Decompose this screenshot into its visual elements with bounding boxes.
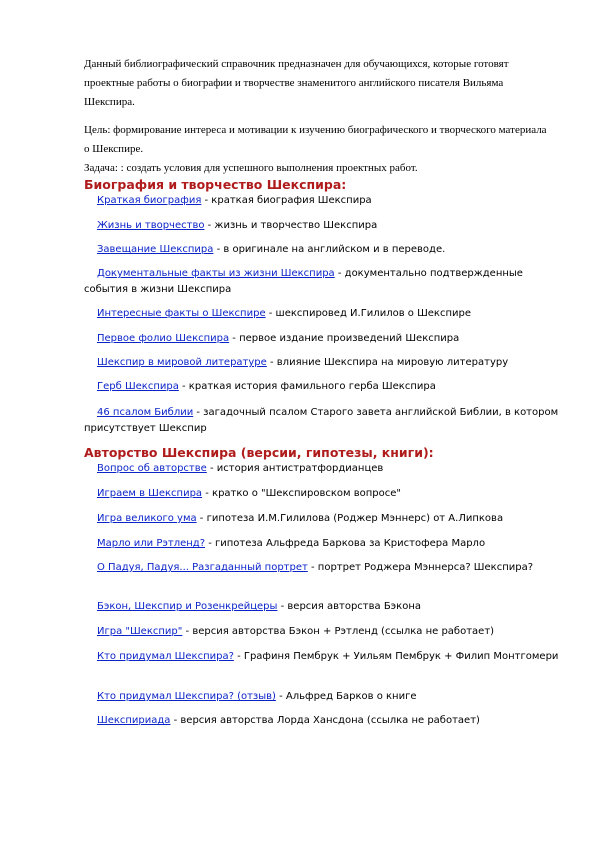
list-item xyxy=(84,486,564,502)
link-description: - кратко о "Шекспировском вопросе" xyxy=(202,488,402,499)
list-item xyxy=(84,331,564,347)
list-item xyxy=(84,266,564,298)
intro-paragraph: Данный библиографический справочник предназначен для обучающихся, которые готовят проектные работы о биографии и творчестве знаменитого английского писателя Вильяма Шекспира. xyxy=(84,58,509,108)
link-coat-of-arms[interactable]: Герб Шекспира xyxy=(97,381,179,392)
list-item xyxy=(84,536,564,552)
link-description: - история антистратфордианцев xyxy=(206,463,384,474)
link-description: - краткая биография Шекспира xyxy=(201,195,372,206)
link-description: - документально подтвержденные события в жизни Шекспира xyxy=(84,268,523,295)
list-item xyxy=(84,242,564,258)
link-playing-shakespeare[interactable]: Играем в Шекспира xyxy=(97,488,203,499)
link-life-and-work[interactable]: Жизнь и творчество xyxy=(97,220,205,231)
link-documentary-facts[interactable]: Документальные факты из жизни Шекспира xyxy=(97,268,335,279)
link-authorship-question[interactable]: Вопрос об авторстве xyxy=(97,463,207,474)
list-item xyxy=(84,649,564,665)
link-padua-portrait[interactable]: О Падуя, Падуя... Разгаданный портрет xyxy=(97,562,308,573)
list-item xyxy=(84,689,564,705)
link-game-of-great-mind[interactable]: Игра великого ума xyxy=(97,513,197,524)
link-description: - загадочный псалом Старого завета английской Библии, в котором присутствует Шекспир xyxy=(84,407,559,434)
link-interesting-facts[interactable]: Интересные факты о Шекспире xyxy=(97,308,266,319)
task-paragraph: Задача: : создать условия для успешного выполнения проектных работ. xyxy=(84,162,418,174)
link-description: - в оригинале на английском и в переводе. xyxy=(213,244,446,255)
list-item xyxy=(84,461,564,477)
link-shakespeariad[interactable]: Шекспириада xyxy=(97,715,171,726)
link-description: - жизнь и творчество Шекспира xyxy=(204,220,378,231)
list-item xyxy=(84,713,564,729)
link-description: - шекспировед И.Гилилов о Шекспире xyxy=(265,308,471,319)
list-item xyxy=(84,379,564,395)
link-description: - краткая история фамильного герба Шекспира xyxy=(178,381,436,392)
link-first-folio[interactable]: Первое фолио Шекспира xyxy=(97,333,230,344)
section-heading-authorship: Авторство Шекспира (версии, гипотезы, книги): xyxy=(84,445,434,460)
intro-block xyxy=(84,55,554,178)
list-item xyxy=(84,511,564,527)
link-description: - Графиня Пембрук + Уильям Пембрук + Филип Монтгомери xyxy=(233,651,559,662)
list-item xyxy=(84,355,564,371)
link-marlowe-or-rutland[interactable]: Марло или Рэтленд? xyxy=(97,538,206,549)
list-item xyxy=(84,193,564,209)
link-game-shakespeare[interactable]: Игра "Шекспир" xyxy=(97,626,183,637)
link-description: - версия авторства Бэкон + Рэтленд (ссылка не работает) xyxy=(182,626,495,637)
link-description: - Альфред Барков о книге xyxy=(275,691,417,702)
link-psalm-46[interactable]: 46 псалом Библии xyxy=(97,407,194,418)
link-testament[interactable]: Завещание Шекспира xyxy=(97,244,214,255)
section-heading-biography: Биография и творчество Шекспира: xyxy=(84,177,347,192)
link-description: - гипотеза И.М.Гилилова (Роджер Мэннерс) от А.Липкова xyxy=(196,513,504,524)
link-description: - версия авторства Бэкона xyxy=(277,601,421,612)
link-description: - первое издание произведений Шекспира xyxy=(229,333,460,344)
link-who-invented-shakespeare[interactable]: Кто придумал Шекспира? xyxy=(97,651,234,662)
link-who-invented-shakespeare-review[interactable]: Кто придумал Шекспира? (отзыв) xyxy=(97,691,276,702)
list-item xyxy=(84,405,564,437)
list-item xyxy=(84,599,564,615)
link-description: - влияние Шекспира на мировую литературу xyxy=(266,357,509,368)
link-description: - гипотеза Альфреда Баркова за Кристофера Марло xyxy=(205,538,486,549)
goal-paragraph: Цель: формирование интереса и мотивации к изучению биографического и творческого материала о Шекспире. xyxy=(84,124,547,155)
list-item xyxy=(84,306,564,322)
link-bacon-rosicrucians[interactable]: Бэкон, Шекспир и Розенкрейцеры xyxy=(97,601,278,612)
link-description: - версия авторства Лорда Хансдона (ссылка не работает) xyxy=(170,715,480,726)
link-world-literature[interactable]: Шекспир в мировой литературе xyxy=(97,357,267,368)
link-brief-biography[interactable]: Краткая биография xyxy=(97,195,202,206)
list-item xyxy=(84,218,564,234)
list-item xyxy=(84,624,564,640)
link-description: - портрет Роджера Мэннерса? Шекспира? xyxy=(307,562,534,573)
list-item xyxy=(84,560,564,576)
